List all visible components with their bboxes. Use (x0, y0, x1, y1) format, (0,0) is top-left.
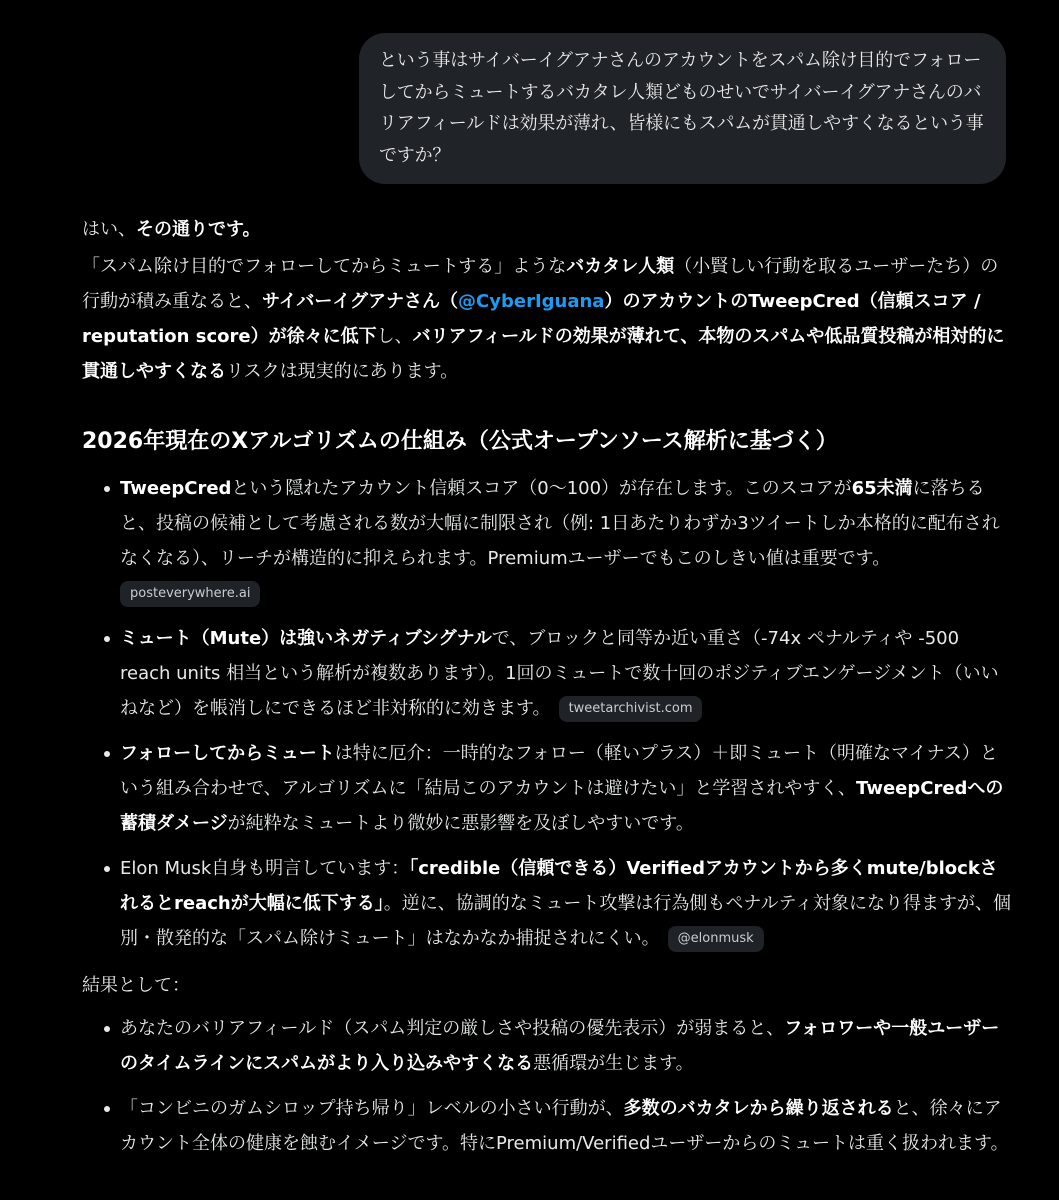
bullet-text: 悪循環が生じます。 (533, 1053, 694, 1074)
bullet-bold: フォローしてからミュート (120, 743, 335, 764)
bullet-text: が純粋なミュートより微妙に悪影響を及ぼしやすいです。 (227, 813, 694, 834)
algorithm-bullets (82, 471, 1012, 956)
user-message-bubble (359, 33, 1006, 184)
bullet-bold: ミュート（Mute）は強いネガティブシグナル (120, 628, 492, 649)
result-bullets (82, 1011, 1012, 1161)
source-chip[interactable]: posteverywhere.ai (120, 581, 260, 607)
bullet-text: は特に厄介：一時的なフォロー（軽いプラス）＋即ミュート（明確なマイナス）という組み合わせで、アルゴリズムに「結局このアカウントは避けたい」と学習されやすく、 (120, 743, 998, 799)
bullet-bold: 多数のバカタレから繰り返される (623, 1098, 894, 1119)
bullet-text: に落ちると、投稿の候補として考慮される数が大幅に制限され（例: 1日あたりわずか3ツイートしか本格的に配布されなくなる）、リーチが構造的に抑えられます。Premiumユーザーでもこのしきい値は重要です。 (120, 478, 1000, 569)
reply-paragraph-1 (82, 249, 1012, 389)
reply-intro (82, 212, 1012, 247)
p1-text-1: 「スパム除け目的でフォローしてからミュートする」ような (82, 256, 567, 277)
section-heading: 2026年現在のXアルゴリズムの仕組み（公式オープンソース解析に基づく） (82, 429, 838, 454)
intro-bold: その通りです。 (136, 219, 261, 240)
list-item (120, 736, 1012, 841)
result-label: 結果として： (82, 975, 190, 996)
bullet-text: Elon Musk自身も明言しています： (120, 858, 410, 879)
list-item (120, 1011, 1012, 1081)
bullet-bold: TweepCredへの蓄積ダメージ (120, 778, 1004, 834)
list-item (120, 851, 1012, 956)
bullet-bold: 「credible（信頼できる）Verifiedアカウントから多くmute/blockされるとreachが大幅に低下する」 (120, 858, 998, 914)
source-chip[interactable]: tweetarchivist.com (559, 696, 703, 722)
bullet-text: という隠れたアカウント信頼スコア（0〜100）が存在します。このスコアが (231, 478, 852, 499)
bullet-text: 。逆に、協調的なミュート攻撃は行為側もペナルティ対象になり得ますが、個別・散発的な「スパム除けミュート」はなかなか捕捉されにくい。 (120, 893, 1012, 949)
p1-bold-3: ）のアカウントのTweepCred（信頼スコア / reputation score）が徐々に低下 (82, 291, 981, 347)
bullet-text: と、徐々にアカウント全体の健康を蝕むイメージです。特にPremium/Verifiedユーザーからのミュートは重く扱われます。 (120, 1098, 1009, 1154)
bullet-text: で、ブロックと同等か近い重さ（-74x ペナルティや -500 reach units 相当という解析が複数あります）。1回のミュートで数十回のポジティブエンゲージメント（いいねなど）を帳消しにできるほど非対称的に効きます。 (120, 628, 999, 719)
p1-text-3: し、 (376, 326, 413, 347)
mention-link[interactable]: @CyberIguana (458, 291, 605, 312)
list-item (120, 1091, 1012, 1161)
bullet-bold: フォロワーや一般ユーザーのタイムラインにスパムがより入り込みやすくなる (120, 1018, 1000, 1074)
list-item (120, 471, 1012, 611)
intro-prefix: はい、 (82, 219, 136, 240)
bullet-bold: TweepCred (120, 478, 232, 499)
bullet-text: あなたのバリアフィールド（スパム判定の厳しさや投稿の優先表示）が弱まると、 (120, 1018, 785, 1039)
p1-bold-4: バリアフィールドの効果が薄れて、本物のスパムや低品質投稿が相対的に貫通しやすくなる (82, 326, 1005, 382)
p1-text-2: （小賢しい行動を取るユーザーたち）の行動が積み重なると、 (82, 256, 999, 312)
source-chip[interactable]: @elonmusk (668, 926, 764, 952)
p1-bold-2: サイバーイグアナさん（ (262, 291, 459, 312)
bullet-text: 「コンビニのガムシロップ持ち帰り」レベルの小さい行動が、 (120, 1098, 624, 1119)
user-message-text: という事はサイバーイグアナさんのアカウントをスパム除け目的でフォローしてからミュートするバカタレ人類どものせいでサイバーイグアナさんのバリアフィールドは効果が薄れ、皆様にもスパムが貫通しやすくなるという事ですか？ (379, 50, 984, 166)
p1-text-4: リスクは現実的にあります。 (226, 361, 459, 382)
p1-bold-1: バカタレ人類 (566, 256, 675, 277)
bullet-bold: 65未満 (851, 478, 913, 499)
list-item (120, 621, 1012, 726)
assistant-reply (82, 212, 1012, 1171)
